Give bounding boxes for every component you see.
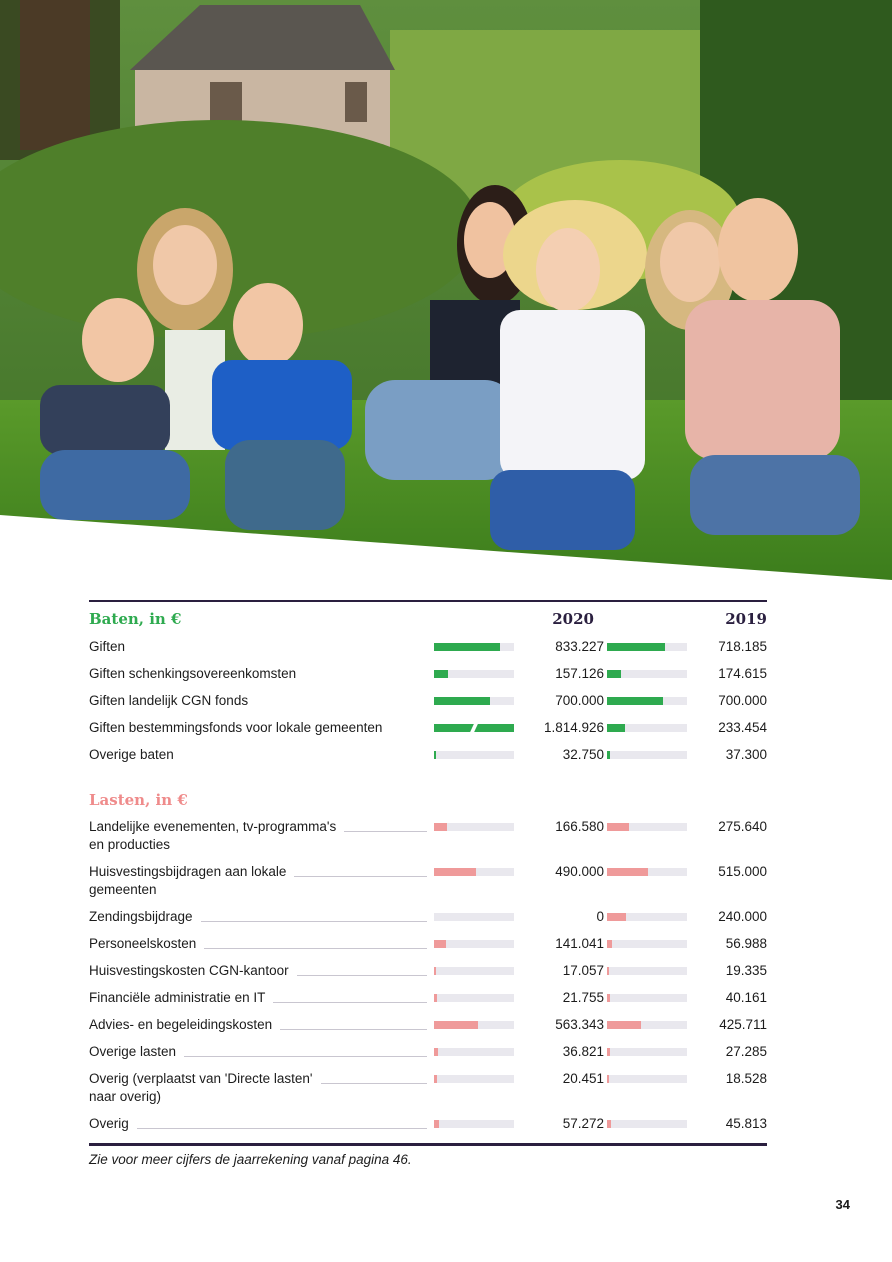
value-bar-fill [434,1075,437,1083]
value-2020: 166.580 [555,819,604,834]
leader-line [321,1083,428,1084]
leader-line [204,948,427,949]
value-bar-2020 [434,1075,514,1083]
table-row [89,962,767,982]
value-bar-2020 [434,913,514,921]
value-bar-2020 [434,967,514,975]
value-bar-fill [434,1021,478,1029]
row-label-continued: naar overig) [89,1089,162,1104]
table-bottom-rule [89,1143,767,1146]
value-bar-fill [434,868,476,876]
value-2020: 157.126 [555,666,604,681]
table-row [89,692,767,712]
value-bar-fill [434,967,436,975]
table-row [89,908,767,928]
value-bar-2019 [607,1075,687,1083]
value-2019: 240.000 [718,909,767,924]
value-2020: 1.814.926 [543,720,604,735]
value-bar-2019 [607,868,687,876]
value-2019: 515.000 [718,864,767,879]
value-bar-fill [434,1120,439,1128]
value-2019: 174.615 [718,666,767,681]
value-bar-2020 [434,994,514,1002]
value-bar-2019 [607,913,687,921]
value-bar-fill [607,868,648,876]
row-label-continued: gemeenten [89,882,157,897]
row-label: Overig (verplaatst van 'Directe lasten' [89,1071,313,1086]
page-number: 34 [835,1197,850,1212]
table-row [89,935,767,955]
baten-heading: Baten, in € [89,610,182,628]
value-2019: 19.335 [725,963,767,978]
value-2020: 0 [596,909,604,924]
value-2019: 45.813 [725,1116,767,1131]
value-bar-2020 [434,670,514,678]
value-2019: 425.711 [719,1017,767,1032]
value-bar-fill [434,643,500,651]
leader-line [201,921,427,922]
table-row [89,1016,767,1036]
value-bar-2020 [434,940,514,948]
value-2020: 490.000 [555,864,604,879]
row-label: Zendingsbijdrage [89,909,193,924]
value-2020: 563.343 [555,1017,604,1032]
value-2019: 275.640 [718,819,767,834]
table-row [89,719,767,739]
table-top-rule [89,600,767,602]
year-2020-heading: 2020 [552,610,594,628]
row-label: Giften landelijk CGN fonds [89,693,249,708]
row-label: Huisvestingskosten CGN-kantoor [89,963,289,978]
value-bar-2019 [607,994,687,1002]
row-label: Giften schenkingsovereenkomsten [89,666,297,681]
value-bar-fill [434,670,448,678]
row-label: Landelijke evenementen, tv-programma's [89,819,337,834]
value-2019: 18.528 [725,1071,767,1086]
value-2020: 57.272 [562,1116,604,1131]
value-bar-2019 [607,670,687,678]
value-bar-2019 [607,1120,687,1128]
leader-line [280,1029,427,1030]
value-bar-2020 [434,1048,514,1056]
value-bar-2019 [607,751,687,759]
leader-line [294,876,427,877]
value-bar-fill [607,751,610,759]
table-row [89,665,767,685]
value-bar-fill [607,1120,611,1128]
value-2019: 27.285 [725,1044,767,1059]
leader-line [184,1056,427,1057]
row-label: Personeelskosten [89,936,197,951]
value-bar-fill [434,994,437,1002]
value-bar-2019 [607,643,687,651]
value-2020: 17.057 [562,963,604,978]
table-row [89,1043,767,1063]
row-label: Financiële administratie en IT [89,990,266,1005]
value-bar-2019 [607,1021,687,1029]
row-label: Giften bestemmingsfonds voor lokale gemeenten [89,720,383,735]
value-bar-2020 [434,823,514,831]
value-bar-2019 [607,697,687,705]
value-bar-fill [607,823,629,831]
value-bar-fill [607,643,665,651]
row-label: Overige lasten [89,1044,177,1059]
table-row [89,1115,767,1135]
value-bar-fill [607,967,609,975]
value-2019: 37.300 [725,747,767,762]
value-2019: 718.185 [718,639,767,654]
leader-line [273,1002,427,1003]
table-row [89,1070,767,1104]
table-row [89,746,767,766]
value-bar-fill [607,994,610,1002]
value-2019: 233.454 [718,720,767,735]
value-bar-2019 [607,724,687,732]
row-label: Overige baten [89,747,174,762]
value-2020: 700.000 [555,693,604,708]
value-bar-fill [607,1075,609,1083]
row-label: Giften [89,639,126,654]
row-label: Overig [89,1116,129,1131]
row-label-continued: en producties [89,837,171,852]
leader-line [137,1128,427,1129]
value-bar-2019 [607,940,687,948]
value-2020: 36.821 [562,1044,604,1059]
value-bar-fill [607,697,663,705]
row-label: Advies- en begeleidingskosten [89,1017,273,1032]
leader-line [344,831,427,832]
value-2020: 141.041 [555,936,604,951]
year-2019-heading: 2019 [725,610,767,628]
children-on-grass-photo [0,0,892,580]
row-label: Huisvestingsbijdragen aan lokale [89,864,287,879]
value-bar-2020 [434,643,514,651]
value-bar-fill [607,1021,641,1029]
value-2020: 32.750 [562,747,604,762]
value-bar-fill [434,751,436,759]
lasten-heading: Lasten, in € [89,791,188,809]
value-bar-2020 [434,724,514,732]
value-bar-2020 [434,1120,514,1128]
value-bar-fill [607,913,626,921]
value-2019: 56.988 [725,936,767,951]
value-2020: 20.451 [562,1071,604,1086]
table-row [89,989,767,1009]
table-row [89,818,767,852]
value-bar-fill [434,1048,438,1056]
hero-photo [0,0,892,580]
table-row [89,638,767,658]
value-bar-fill [607,724,625,732]
value-bar-2020 [434,868,514,876]
value-bar-2020 [434,697,514,705]
value-2019: 700.000 [718,693,767,708]
footnote: Zie voor meer cijfers de jaarrekening vanaf pagina 46. [89,1152,412,1167]
value-bar-fill [607,940,612,948]
value-bar-fill [607,1048,610,1056]
value-2020: 833.227 [555,639,604,654]
value-bar-fill [434,697,490,705]
value-bar-2020 [434,751,514,759]
value-2020: 21.755 [562,990,604,1005]
value-bar-fill [434,940,446,948]
value-bar-fill [434,823,447,831]
leader-line [297,975,427,976]
value-bar-2019 [607,1048,687,1056]
value-bar-2020 [434,1021,514,1029]
table-row [89,863,767,897]
value-bar-2019 [607,967,687,975]
value-bar-2019 [607,823,687,831]
value-bar-fill [607,670,621,678]
value-2019: 40.161 [725,990,767,1005]
